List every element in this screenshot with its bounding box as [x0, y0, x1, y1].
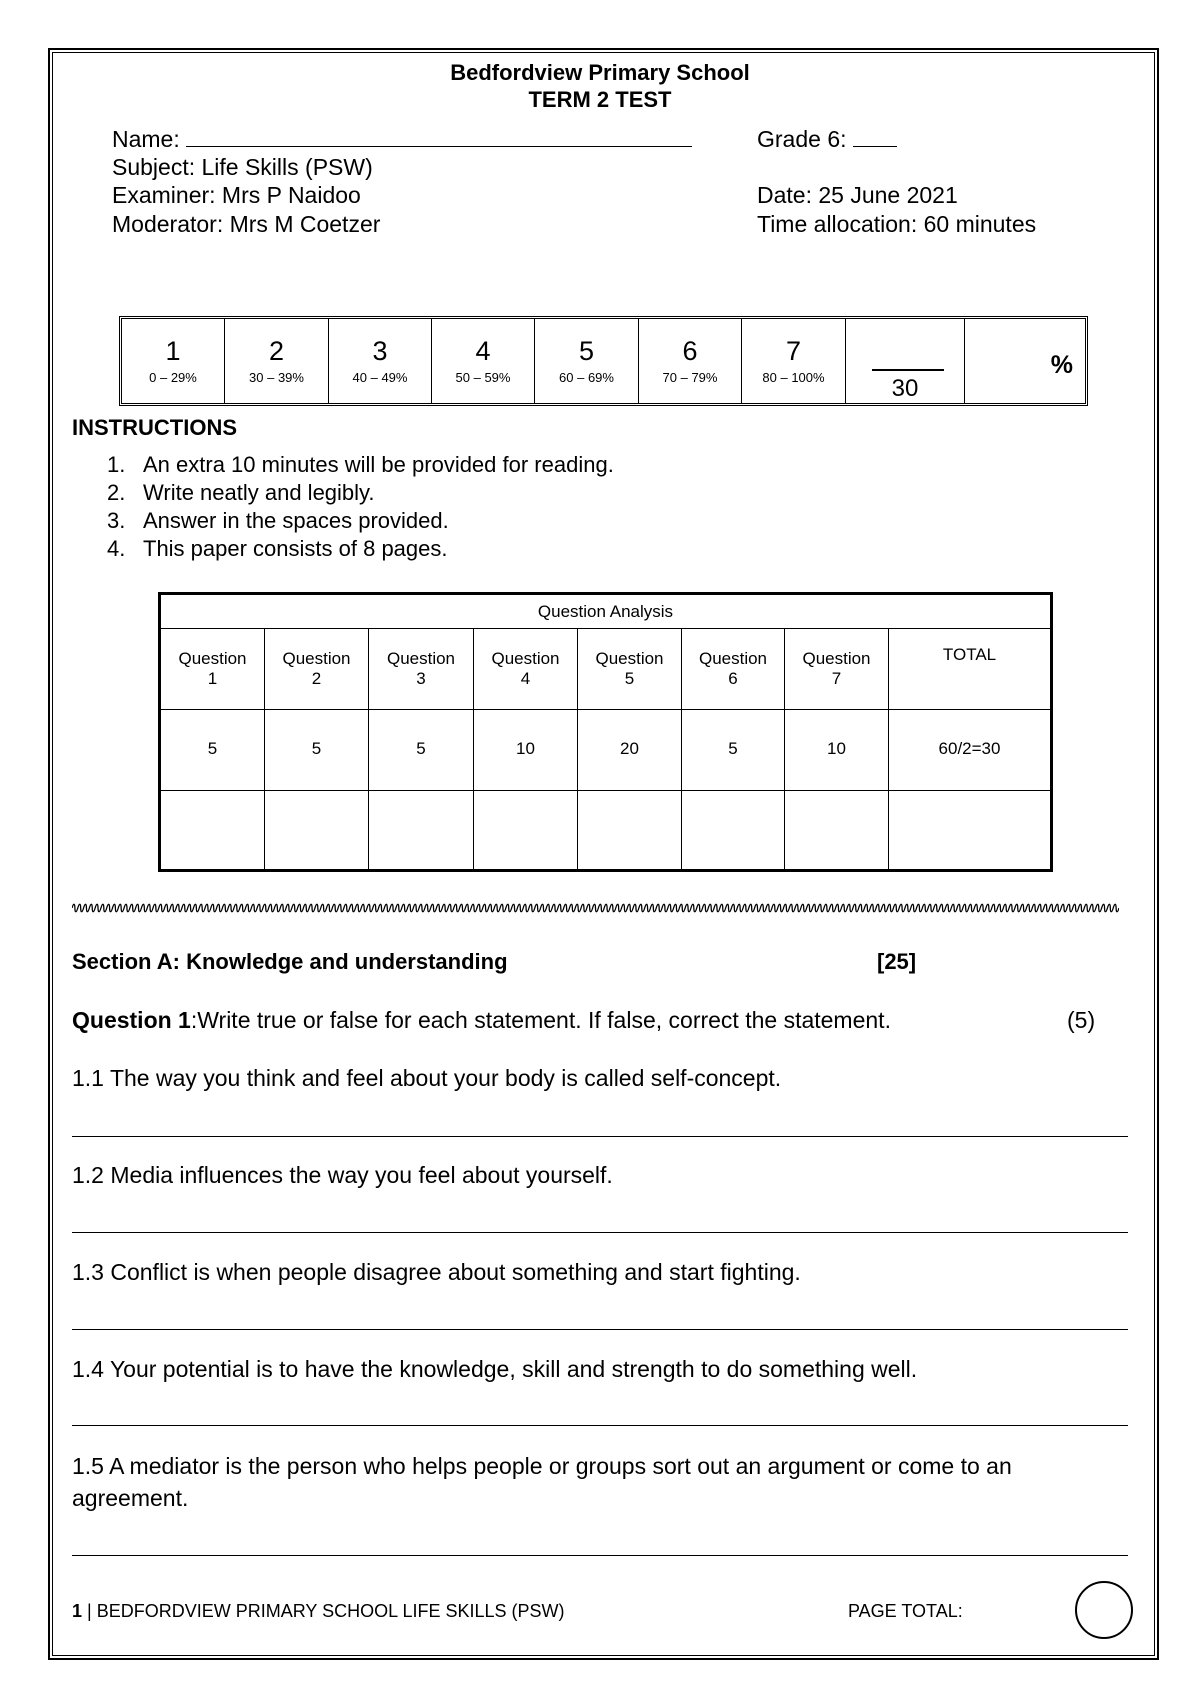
level-cell: 6 70 – 79% [639, 319, 742, 403]
table-row [161, 791, 1050, 869]
level-cell: 4 50 – 59% [432, 319, 535, 403]
question-item: 1.3 Conflict is when people disagree about something and start fighting. [72, 1259, 801, 1285]
question-analysis-title: Question Analysis [161, 595, 1050, 629]
page-number: 1 [72, 1601, 83, 1621]
question-item: 1.2 Media influences the way you feel about yourself. [72, 1162, 613, 1188]
name-field [112, 126, 692, 153]
achievement-level-table [119, 316, 1088, 406]
tilde-divider [72, 902, 1119, 914]
score-total: 30 [891, 375, 919, 402]
table-header-cell: Question 5 [578, 629, 682, 709]
table-cell [785, 791, 889, 869]
table-cell: 5 [265, 710, 369, 790]
grade-label: Grade 6: [757, 126, 847, 152]
table-header-row [161, 629, 1050, 710]
question-1-label: Question 1 [72, 1007, 191, 1033]
level-cell: 2 30 – 39% [225, 319, 329, 403]
time-allocation-text: Time allocation: 60 minutes [757, 211, 1037, 237]
table-header-cell: Question 7 [785, 629, 889, 709]
test-title: TERM 2 TEST [528, 87, 672, 112]
answer-line[interactable] [72, 1232, 1128, 1233]
name-label: Name: [112, 126, 180, 152]
answer-line[interactable] [72, 1136, 1128, 1137]
table-cell [369, 791, 474, 869]
instruction-item: 3. Answer in the spaces provided. [107, 508, 449, 533]
page-total-circle [1075, 1581, 1133, 1639]
table-header-cell: Question 4 [474, 629, 578, 709]
instructions-heading: INSTRUCTIONS [72, 415, 237, 440]
moderator-text: Moderator: Mrs M Coetzer [112, 211, 381, 237]
table-cell: 10 [785, 710, 889, 790]
answer-line[interactable] [72, 1425, 1128, 1426]
question-item: 1.1 The way you think and feel about your body is called self-concept. [72, 1065, 782, 1091]
table-row [161, 710, 1050, 791]
table-cell: 60/2=30 [938, 739, 1001, 758]
instruction-item: 2. Write neatly and legibly. [107, 480, 375, 505]
table-header-cell: Question 2 [265, 629, 369, 709]
school-name: Bedfordview Primary School [450, 60, 750, 85]
table-header-cell: TOTAL [942, 645, 997, 664]
instruction-item: 1. An extra 10 minutes will be provided for reading. [107, 452, 614, 477]
table-cell: 10 [474, 710, 578, 790]
question-item: 1.5 A mediator is the person who helps people or groups sort out an argument or come to an [72, 1453, 1012, 1479]
table-header-cell: Question 6 [682, 629, 785, 709]
percentage-cell [965, 319, 1085, 403]
table-cell: 20 [578, 710, 682, 790]
instruction-item: 4. This paper consists of 8 pages. [107, 536, 448, 561]
percent-sign: % [1050, 351, 1073, 379]
level-cell: 7 80 – 100% [742, 319, 846, 403]
question-1-marks: (5) [1067, 1007, 1096, 1033]
question-1-prompt [72, 1007, 891, 1034]
table-cell: 5 [369, 710, 474, 790]
question-1-instruction: :Write true or false for each statement. If false, correct the statement. [190, 1007, 891, 1033]
answer-line[interactable] [72, 1329, 1128, 1330]
table-cell [578, 791, 682, 869]
footer-text: BEDFORDVIEW PRIMARY SCHOOL LIFE SKILLS (PSW) [96, 1601, 565, 1621]
grade-blank [853, 126, 897, 147]
table-header-cell: Question 3 [369, 629, 474, 709]
table-cell [682, 791, 785, 869]
score-fraction-cell [846, 319, 965, 403]
section-a-marks: [25] [877, 949, 917, 974]
answer-line[interactable] [72, 1555, 1128, 1556]
grade-field [757, 126, 897, 153]
subject-text: Subject: Life Skills (PSW) [112, 154, 373, 180]
question-analysis-table [158, 592, 1053, 872]
page-footer [72, 1601, 565, 1622]
question-item-continuation: agreement. [72, 1485, 189, 1511]
instructions-list [107, 451, 614, 563]
table-cell [474, 791, 578, 869]
footer-separator: | [87, 1601, 92, 1621]
name-blank [186, 126, 692, 147]
level-cell: 5 60 – 69% [535, 319, 639, 403]
question-item: 1.4 Your potential is to have the knowledge, skill and strength to do something well. [72, 1356, 918, 1382]
fraction-line [872, 369, 944, 371]
table-cell: 5 [682, 710, 785, 790]
level-cell: 1 0 – 29% [122, 319, 225, 403]
level-cell: 3 40 – 49% [329, 319, 432, 403]
examiner-text: Examiner: Mrs P Naidoo [112, 182, 361, 208]
table-cell: 5 [161, 710, 265, 790]
table-cell [889, 791, 1050, 869]
table-header-cell: Question 1 [161, 629, 265, 709]
page-total-label: PAGE TOTAL: [848, 1601, 963, 1621]
section-a-title: Section A: Knowledge and understanding [72, 949, 508, 974]
table-cell [161, 791, 265, 869]
table-cell [265, 791, 369, 869]
date-text: Date: 25 June 2021 [757, 182, 958, 208]
